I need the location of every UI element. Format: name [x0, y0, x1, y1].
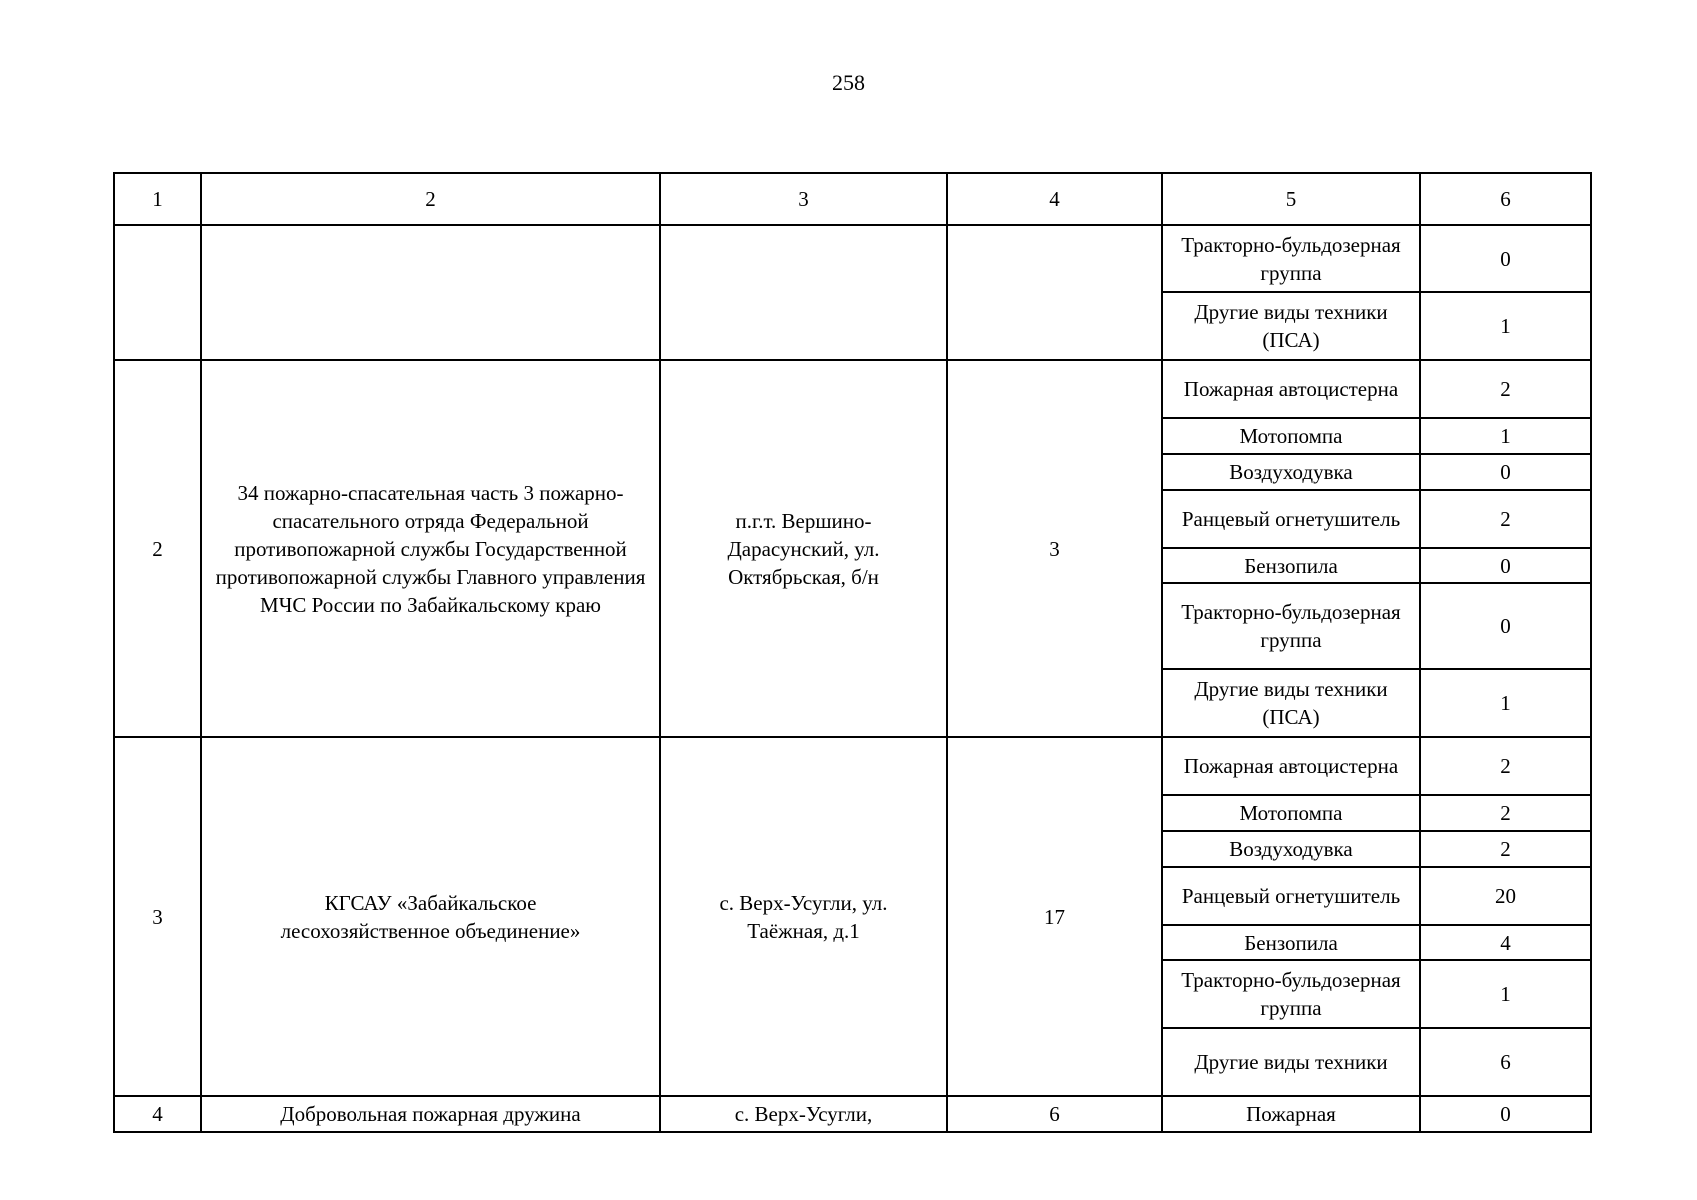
column-header: 4	[947, 173, 1162, 225]
equipment-name: Пожарная	[1162, 1096, 1420, 1132]
address-cell: с. Верх-Усугли, ул. Таёжная, д.1	[660, 737, 947, 1096]
page-number: 258	[832, 70, 865, 95]
equipment-qty: 1	[1420, 669, 1591, 737]
organization-cell: Добровольная пожарная дружина	[201, 1096, 660, 1132]
equipment-name: Мотопомпа	[1162, 795, 1420, 831]
equipment-table	[113, 172, 1592, 1133]
table-row	[114, 737, 1591, 795]
column-header: 3	[660, 173, 947, 225]
equipment-qty: 2	[1420, 490, 1591, 548]
equipment-qty: 1	[1420, 292, 1591, 360]
equipment-name: Другие виды техники (ПСА)	[1162, 669, 1420, 737]
equipment-name: Тракторно-бульдозерная группа	[1162, 960, 1420, 1028]
organization-cell: 34 пожарно-спасательная часть 3 пожарно-спасательного отряда Федеральной противопожарной службы Государственной противопожарной службы Главного управления МЧС России по Забайкальскому краю	[201, 360, 660, 737]
column-header: 6	[1420, 173, 1591, 225]
equipment-qty: 1	[1420, 960, 1591, 1028]
equipment-qty: 2	[1420, 737, 1591, 795]
equipment-name: Мотопомпа	[1162, 418, 1420, 454]
column-header: 2	[201, 173, 660, 225]
column-header: 1	[114, 173, 201, 225]
column-header: 5	[1162, 173, 1420, 225]
address-cell: с. Верх-Усугли,	[660, 1096, 947, 1132]
count-cell: 17	[947, 737, 1162, 1096]
equipment-qty: 20	[1420, 867, 1591, 925]
equipment-qty: 0	[1420, 583, 1591, 669]
equipment-qty: 4	[1420, 925, 1591, 960]
table-row	[114, 1096, 1591, 1132]
table-row	[114, 360, 1591, 418]
table-header-row	[114, 173, 1591, 225]
equipment-name: Бензопила	[1162, 548, 1420, 583]
organization-cell: КГСАУ «Забайкальское лесохозяйственное объединение»	[201, 737, 660, 1096]
equipment-name: Тракторно-бульдозерная группа	[1162, 225, 1420, 292]
equipment-qty: 2	[1420, 831, 1591, 867]
count-cell: 6	[947, 1096, 1162, 1132]
address-cell: п.г.т. Вершино-Дарасунский, ул. Октябрьская, б/н	[660, 360, 947, 737]
equipment-qty: 0	[1420, 225, 1591, 292]
count-cell	[947, 225, 1162, 360]
equipment-name: Ранцевый огнетушитель	[1162, 867, 1420, 925]
organization-cell	[201, 225, 660, 360]
equipment-name: Ранцевый огнетушитель	[1162, 490, 1420, 548]
count-cell: 3	[947, 360, 1162, 737]
equipment-qty: 0	[1420, 454, 1591, 490]
table-row	[114, 225, 1591, 292]
equipment-qty: 0	[1420, 1096, 1591, 1132]
address-cell	[660, 225, 947, 360]
equipment-name: Воздуходувка	[1162, 454, 1420, 490]
equipment-name: Другие виды техники (ПСА)	[1162, 292, 1420, 360]
equipment-name: Пожарная автоцистерна	[1162, 737, 1420, 795]
equipment-name: Бензопила	[1162, 925, 1420, 960]
row-number-cell	[114, 225, 201, 360]
equipment-name: Пожарная автоцистерна	[1162, 360, 1420, 418]
equipment-qty: 2	[1420, 795, 1591, 831]
equipment-name: Тракторно-бульдозерная группа	[1162, 583, 1420, 669]
equipment-qty: 6	[1420, 1028, 1591, 1096]
equipment-qty: 2	[1420, 360, 1591, 418]
equipment-name: Другие виды техники	[1162, 1028, 1420, 1096]
equipment-name: Воздуходувка	[1162, 831, 1420, 867]
equipment-qty: 1	[1420, 418, 1591, 454]
equipment-qty: 0	[1420, 548, 1591, 583]
row-number-cell: 3	[114, 737, 201, 1096]
row-number-cell: 4	[114, 1096, 201, 1132]
row-number-cell: 2	[114, 360, 201, 737]
